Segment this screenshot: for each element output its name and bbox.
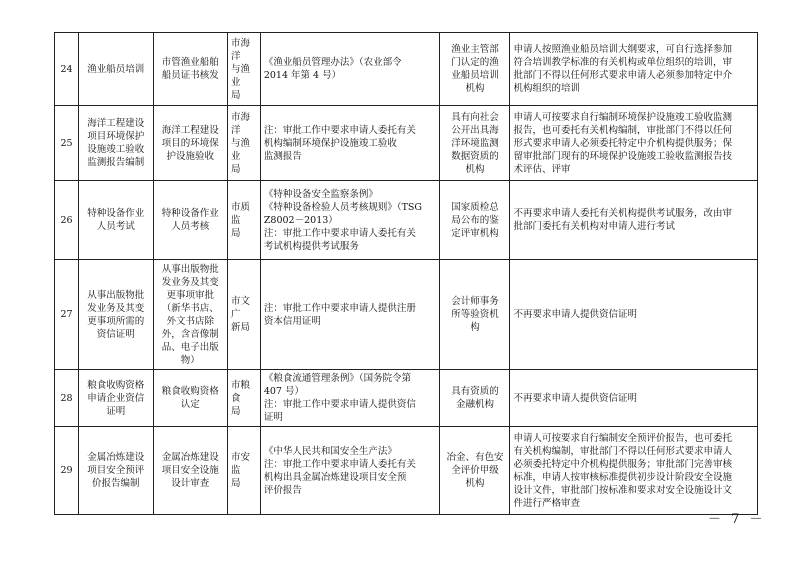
handling-measure-cell: 申请人可按要求自行编制环境保护设施竣工验收监测 报告，也可委托有关机构编制，审批部门不得以任何 形式要求申请人必须委托特定中介机构提供服务；保 留审批部门现有的环境保护设施竣工验收监测报告技 术评估、评审 xyxy=(510,106,758,181)
approval-item-cell: 粮食收购资格 认定 xyxy=(153,370,227,427)
approval-item-cell: 金属冶炼建设 项目安全设施 设计审查 xyxy=(153,427,227,515)
row-number: 24 xyxy=(55,33,79,106)
legal-basis-cell: 《粮食流通管理条例》（国务院令第 407 号） 注：审批工作中要求申请人提供资信 证明 xyxy=(260,370,440,427)
row-number: 28 xyxy=(55,370,79,427)
service-name-cell: 从事出版物批 发业务及其变 更事项所需的 资信证明 xyxy=(79,260,153,370)
approval-item-cell: 市管渔业船舶 船员证书核发 xyxy=(153,33,227,106)
service-name-cell: 渔业船员培训 xyxy=(79,33,153,106)
approval-item-cell: 海洋工程建设 项目的环境保 护设施验收 xyxy=(153,106,227,181)
row-number: 25 xyxy=(55,106,79,181)
table-row xyxy=(55,106,758,181)
approval-item-cell: 从事出版物批 发业务及其变 更事项审批 （新华书店、 外文书店除 外，含音像制 品、电子出版 物） xyxy=(153,260,227,370)
service-name-cell: 特种设备作业 人员考试 xyxy=(79,181,153,260)
legal-basis-cell: 《渔业船员管理办法》（农业部令 2014 年第 4 号） xyxy=(260,33,440,106)
service-org-cell: 国家质检总 局公布的鉴 定评审机构 xyxy=(440,181,510,260)
legal-basis-cell: 《中华人民共和国安全生产法》 注：审批工作中要求申请人委托有关 机构出具金属冶炼建设项目安全预 评价报告 xyxy=(260,427,440,515)
handling-measure-cell: 申请人按照渔业船员培训大纲要求，可自行选择参加 符合培训教学标准的有关机构或单位组织的培训，审 批部门不得以任何形式要求申请人必须参加特定中介 机构组织的培训 xyxy=(510,33,758,106)
department-cell: 市海洋 与渔业 局 xyxy=(227,106,260,181)
approval-items-table xyxy=(54,32,758,515)
table-row xyxy=(55,33,758,106)
table-row xyxy=(55,370,758,427)
service-org-cell: 具有资质的 金融机构 xyxy=(440,370,510,427)
department-cell: 市海洋 与渔业 局 xyxy=(227,33,260,106)
table-body xyxy=(55,33,758,515)
department-cell: 市文广 新局 xyxy=(227,260,260,370)
table-row xyxy=(55,181,758,260)
handling-measure-cell: 不再要求申请人提供资信证明 xyxy=(510,370,758,427)
service-name-cell: 金属冶炼建设 项目安全预评 价报告编制 xyxy=(79,427,153,515)
service-name-cell: 粮食收购资格 申请企业资信 证明 xyxy=(79,370,153,427)
legal-basis-cell: 注：审批工作中要求申请人提供注册 资本信用证明 xyxy=(260,260,440,370)
department-cell: 市质监 局 xyxy=(227,181,260,260)
service-org-cell: 渔业主管部 门认定的渔 业船员培训 机构 xyxy=(440,33,510,106)
table-row xyxy=(55,260,758,370)
service-name-cell: 海洋工程建设 项目环境保护 设施竣工验收 监测报告编制 xyxy=(79,106,153,181)
legal-basis-cell: 注：审批工作中要求申请人委托有关 机构编制环境保护设施竣工验收 监测报告 xyxy=(260,106,440,181)
handling-measure-cell: 不再要求申请人委托有关机构提供考试服务，改由审 批部门委托有关机构对申请人进行考试 xyxy=(510,181,758,260)
department-cell: 市粮食 局 xyxy=(227,370,260,427)
page-number: － 7 － xyxy=(708,512,766,527)
handling-measure-cell: 申请人可按要求自行编制安全预评价报告，也可委托 有关机构编制，审批部门不得以任何形式要求申请人 必须委托特定中介机构提供服务；审批部门完善审核 标准，申请人按审核标准提供初步设计阶段安全设施 设计文件，审批部门按标准和要求对安全设施设计文 件进行严格审查 xyxy=(510,427,758,515)
row-number: 29 xyxy=(55,427,79,515)
approval-item-cell: 特种设备作业 人员考核 xyxy=(153,181,227,260)
table-row xyxy=(55,427,758,515)
row-number: 26 xyxy=(55,181,79,260)
department-cell: 市安监 局 xyxy=(227,427,260,515)
handling-measure-cell: 不再要求申请人提供资信证明 xyxy=(510,260,758,370)
legal-basis-cell: 《特种设备安全监察条例》 《特种设备检验人员考核规则》（TSG Z8002－2013） 注：审批工作中要求申请人委托有关 考试机构提供考试服务 xyxy=(260,181,440,260)
service-org-cell: 具有向社会 公开出具海 洋环境监测 数据资质的 机构 xyxy=(440,106,510,181)
service-org-cell: 冶金、有色安 全评价甲级 机构 xyxy=(440,427,510,515)
row-number: 27 xyxy=(55,260,79,370)
service-org-cell: 会计师事务 所等验资机 构 xyxy=(440,260,510,370)
